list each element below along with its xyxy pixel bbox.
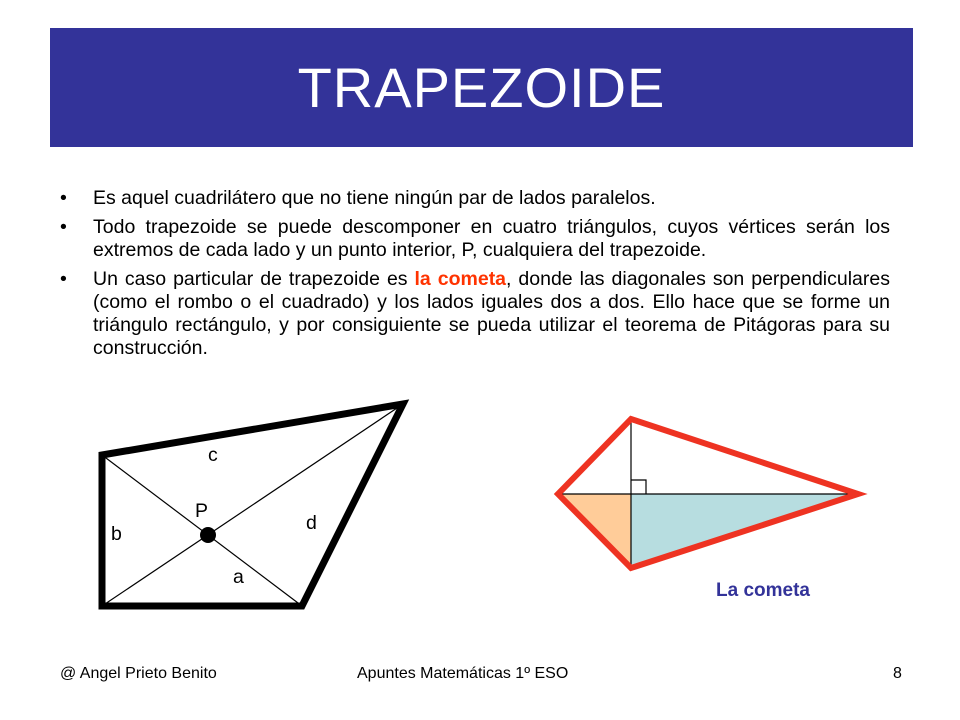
label-side-a: a xyxy=(233,566,244,588)
bullet-highlight: la cometa xyxy=(414,268,507,290)
bullet-text: Un caso particular de trapezoide es xyxy=(93,268,415,290)
right-angle-marker xyxy=(631,480,646,494)
footer-author: @ Angel Prieto Benito xyxy=(60,665,217,682)
label-side-b: b xyxy=(111,523,122,545)
slide-title: TRAPEZOIDE xyxy=(297,56,666,119)
kite-caption: La cometa xyxy=(716,580,810,601)
label-point-p: P xyxy=(195,500,209,522)
bullet-text: Es aquel cuadrilátero que no tiene ningún par de lados paralelos. xyxy=(93,187,656,209)
bullet-dot-icon: • xyxy=(60,187,67,209)
footer-page-number: 8 xyxy=(893,665,902,682)
bullet-text-continued: , donde las diagonales son perpendiculares (como el rombo o el cuadrado) y los lados iguales dos a dos. Ello hace que se forme un triángulo rectángulo, y por consiguiente se pueda utilizar el teorema de Pitágoras para su construcción. xyxy=(93,268,890,359)
bullet-text: Todo trapezoide se puede descomponer en cuatro triángulos, cuyos vértices serán los extremos de cada lado y un punto interior, P, cualquiera del trapezoide. xyxy=(93,216,890,261)
label-side-c: c xyxy=(208,444,218,466)
bullet-dot-icon: • xyxy=(60,268,67,290)
footer-course: Apuntes Matemáticas 1º ESO xyxy=(357,665,569,682)
label-side-d: d xyxy=(306,512,317,534)
bullet-dot-icon: • xyxy=(60,216,67,238)
